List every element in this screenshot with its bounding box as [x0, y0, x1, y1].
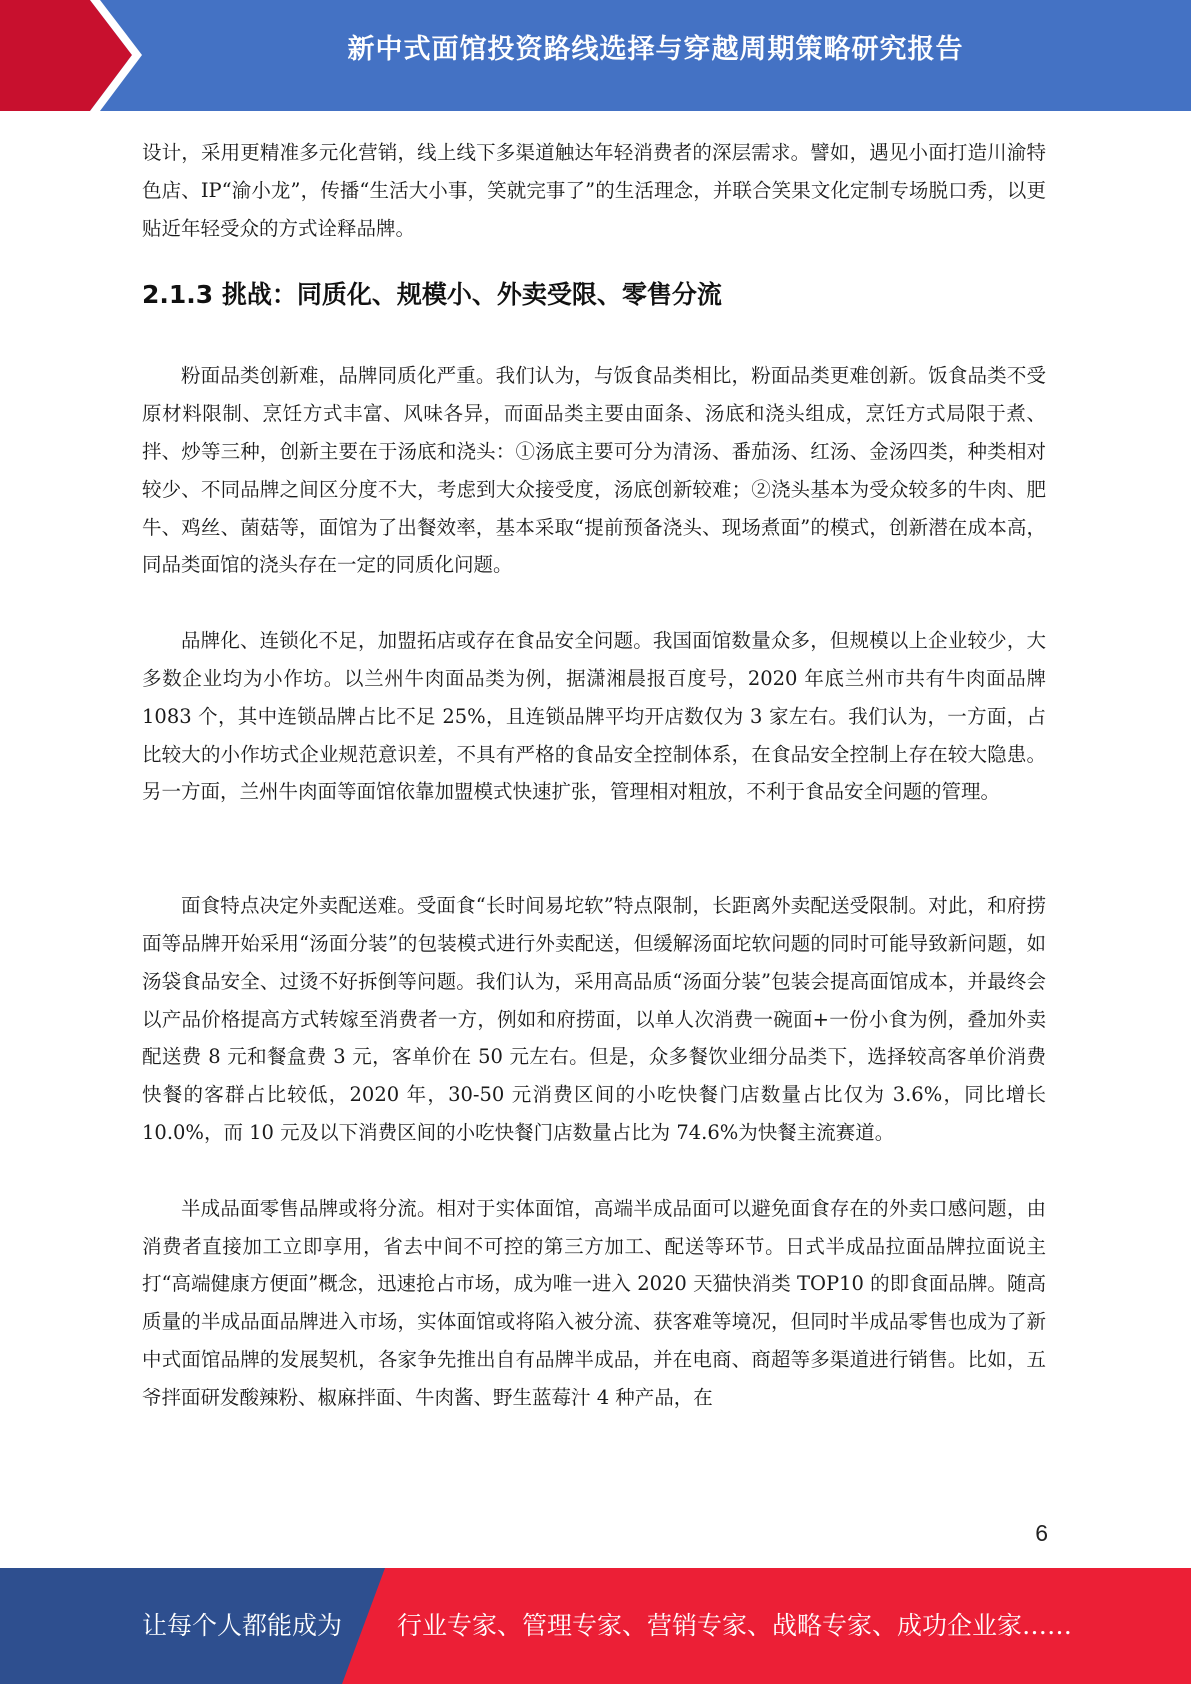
intro-paragraph: 设计，采用更精准多元化营销，线上线下多渠道触达年轻消费者的深层需求。譬如，遇见小面打造川渝特色店、IP“渝小龙”，传播“生活大小事，笑就完事了”的生活理念，并联合笑果文化定制专场脱口秀，以更贴近年轻受众的方式诠释品牌。 — [142, 141, 1046, 240]
page-footer — [0, 1568, 1191, 1684]
spacer — [142, 247, 1046, 276]
page-header — [0, 0, 1191, 111]
document-body — [142, 134, 1046, 1417]
paragraph-semi-finished: 半成品面零售品牌或将分流。相对于实体面馆，高端半成品面可以避免面食存在的外卖口感问题，由消费者直接加工立即享用，省去中间不可控的第三方加工、配送等环节。日式半成品拉面品牌拉面说主打“高端健康方便面”概念，迅速抢占市场，成为唯一进入 2020 天猫快消类 TOP10 的即食面品牌。随高质量的半成品面品牌进入市场，实体面馆或将陷入被分流、获客难等境况，但同时半成品零售也成为了新中式面馆品牌的发展契机，各家争先推出自有品牌半成品，并在电商、商超等多渠道进行销售。比如，五爷拌面研发酸辣粉、椒麻拌面、牛肉酱、野生蓝莓汁 4 种产品，在 — [142, 1196, 1046, 1409]
spacer — [142, 811, 1046, 887]
page-number: 6 — [1035, 1520, 1048, 1546]
header-arrow-decoration — [0, 0, 160, 111]
spacer — [142, 584, 1046, 622]
footer-slogan-right: 行业专家、管理专家、营销专家、战略专家、成功企业家…… — [397, 1611, 1073, 1640]
paragraph-homogenization: 粉面品类创新难，品牌同质化严重。我们认为，与饭食品类相比，粉面品类更难创新。饭食品类不受原材料限制、烹饪方式丰富、风味各异，而面品类主要由面条、汤底和浇头组成，烹饪方式局限于煮、拌、炒等三种，创新主要在于汤底和浇头：①汤底主要可分为清汤、番茄汤、红汤、金汤四类，种类相对较少、不同品牌之间区分度不大，考虑到大众接受度，汤底创新较难；②浇头基本为受众较多的牛肉、肥牛、鸡丝、菌菇等，面馆为了出餐效率，基本采取“提前预备浇头、现场煮面”的模式，创新潜在成本高，同品类面馆的浇头存在一定的同质化问题。 — [142, 364, 1046, 577]
paragraph-branding-chain: 品牌化、连锁化不足，加盟拓店或存在食品安全问题。我国面馆数量众多，但规模以上企业较少，大多数企业均为小作坊。以兰州牛肉面品类为例，据潇湘晨报百度号，2020 年底兰州市共有牛肉面品牌 1083 个，其中连锁品牌占比不足 25%，且连锁品牌平均开店数仅为 3 家左右。我们认为，一方面，占比较大的小作坊式企业规范意识差，不具有严格的食品安全控制体系，在食品安全控制上存在较大隐患。另一方面，兰州牛肉面等面馆依靠加盟模式快速扩张，管理相对粗放，不利于食品安全问题的管理。 — [142, 629, 1046, 804]
spacer — [142, 1152, 1046, 1190]
paragraph-delivery: 面食特点决定外卖配送难。受面食“长时间易坨软”特点限制，长距离外卖配送受限制。对此，和府捞面等品牌开始采用“汤面分装”的包装模式进行外卖配送，但缓解汤面坨软问题的同时可能导致新问题，如汤袋食品安全、过烫不好拆倒等问题。我们认为，采用高品质“汤面分装”包装会提高面馆成本，并最终会以产品价格提高方式转嫁至消费者一方，例如和府捞面，以单人次消费一碗面+一份小食为例，叠加外卖配送费 8 元和餐盒费 3 元，客单价在 50 元左右。但是，众多餐饮业细分品类下，选择较高客单价消费快餐的客群占比较低，2020 年，30-50 元消费区间的小吃快餐门店数量占比仅为 3.6%，同比增长 10.0%，而 10 元及以下消费区间的小吃快餐门店数量占比为 74.6%为快餐主流赛道。 — [142, 894, 1046, 1144]
section-heading: 2.1.3 挑战：同质化、规模小、外卖受限、零售分流 — [142, 280, 722, 310]
report-title: 新中式面馆投资路线选择与穿越周期策略研究报告 — [347, 34, 964, 65]
footer-slogan-left: 让每个人都能成为 — [142, 1611, 343, 1640]
spacer — [142, 314, 1046, 357]
